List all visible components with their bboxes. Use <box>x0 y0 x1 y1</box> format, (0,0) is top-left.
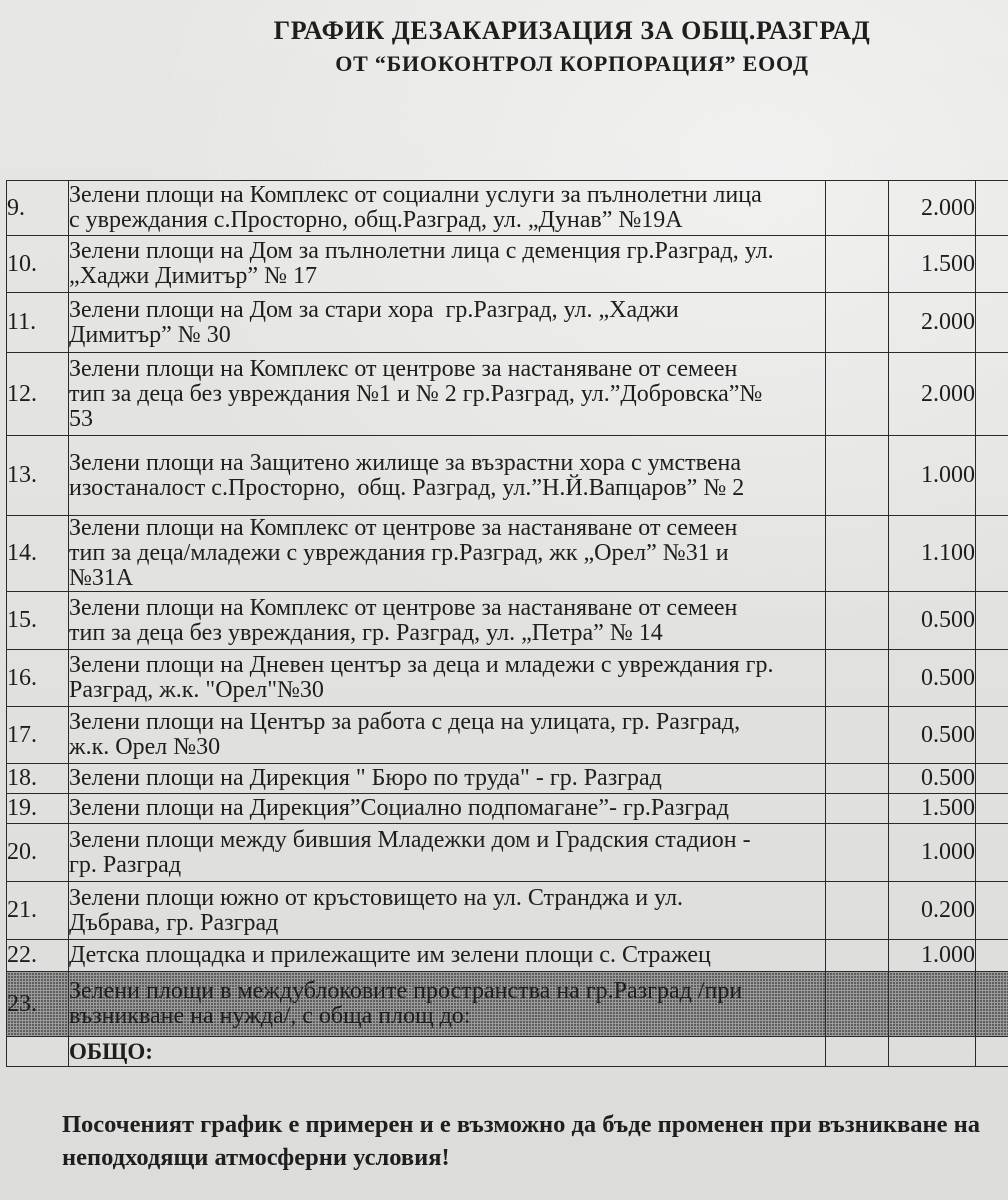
row-value: 2.000 <box>889 181 976 236</box>
row-description <box>69 592 826 650</box>
blank-cell <box>826 592 889 650</box>
description-line: тип за деца без увреждания №1 и № 2 гр.Разград, ул.”Добровска”№ <box>69 380 763 407</box>
row-description <box>69 650 826 707</box>
row-description <box>69 236 826 293</box>
row-number: 14. <box>7 516 69 592</box>
table-row <box>7 824 1008 882</box>
table-row <box>7 882 1008 940</box>
description-line: Зелени площи на Дирекция”Социално подпомагане”- гр.Разград <box>69 795 730 821</box>
table-row <box>7 794 1008 824</box>
row-description <box>69 940 826 972</box>
row-value: 1.500 <box>889 236 976 293</box>
row-number: 19. <box>7 794 69 824</box>
table-row <box>7 940 1008 972</box>
row-number: 21. <box>7 882 69 940</box>
blank-cell <box>826 972 889 1037</box>
table-row <box>7 707 1008 764</box>
total-row <box>7 1037 1008 1067</box>
row-number: 18. <box>7 764 69 794</box>
description-line: №31А <box>69 565 134 591</box>
table-row <box>7 181 1008 236</box>
extra-cell <box>976 436 1008 516</box>
blank-cell <box>826 882 889 940</box>
description-line: изостаналост с.Просторно, общ. Разград, ул.”Н.Й.Вапцаров” № 2 <box>69 474 745 501</box>
blank-cell <box>826 236 889 293</box>
description-line: тип за деца/младежи с увреждания гр.Разград, жк „Орел” №31 и <box>69 540 729 566</box>
row-value: 1.000 <box>889 824 976 882</box>
extra-cell <box>976 824 1008 882</box>
description-line: Зелени площи между бившия Младежки дом и Градския стадион - <box>69 826 751 853</box>
description-line: Димитър” № 30 <box>69 321 231 348</box>
description-line: гр. Разград <box>69 851 182 878</box>
row-value: 2.000 <box>889 293 976 353</box>
description-line: възникване на нужда/, с обща площ до: <box>69 1003 471 1029</box>
blank-cell <box>826 436 889 516</box>
description-line: Зелени площи на Център за работа с деца на улицата, гр. Разград, <box>69 709 741 735</box>
description-line: тип за деца без увреждания, гр. Разград, ул. „Петра” № 14 <box>69 619 663 646</box>
document-header <box>136 14 1008 80</box>
row-description <box>69 707 826 764</box>
footer-note: Посоченият график е примерен и е възможно да бъде променен при възникване на неподходящи атмосферни условия! <box>62 1111 980 1171</box>
extra-cell <box>976 293 1008 353</box>
row-value: 1.000 <box>889 940 976 972</box>
description-line: с увреждания с.Просторно, общ.Разград, ул. „Дунав” №19А <box>69 207 683 233</box>
extra-cell <box>976 650 1008 707</box>
table-row <box>7 293 1008 353</box>
row-value: 0.200 <box>889 882 976 940</box>
row-value: 2.000 <box>889 353 976 436</box>
description-line: Разград, ж.к. "Орел"№30 <box>69 677 324 703</box>
row-description <box>69 516 826 592</box>
blank-cell <box>826 940 889 972</box>
blank-cell <box>826 516 889 592</box>
description-line: Зелени площи на Комплекс от социални услуги за пълнолетни лица <box>69 182 762 208</box>
extra-cell <box>976 764 1008 794</box>
row-description <box>69 972 826 1037</box>
description-line: ж.к. Орел №30 <box>69 734 221 760</box>
row-value <box>889 972 976 1037</box>
blank-cell <box>826 794 889 824</box>
table-row <box>7 650 1008 707</box>
description-line: Зелени площи на Дом за стари хора гр.Разград, ул. „Хаджи <box>69 296 679 323</box>
description-line: Зелени площи на Комплекс от центрове за настаняване от семеен <box>69 515 738 541</box>
row-description <box>69 293 826 353</box>
schedule-table <box>6 180 1008 1067</box>
description-line: Зелени площи на Дирекция " Бюро по труда" - гр. Разград <box>69 765 662 791</box>
table-row <box>7 353 1008 436</box>
row-value: 0.500 <box>889 707 976 764</box>
extra-cell <box>976 707 1008 764</box>
description-line: Детска площадка и прилежащите им зелени площи с. Стражец <box>69 942 711 968</box>
row-value: 0.500 <box>889 650 976 707</box>
row-description <box>69 794 826 824</box>
row-number: 9. <box>7 181 69 236</box>
row-number: 16. <box>7 650 69 707</box>
extra-cell <box>976 1037 1008 1067</box>
row-number: 22. <box>7 940 69 972</box>
document-subtitle: ОТ “БИОКОНТРОЛ КОРПОРАЦИЯ” ЕООД <box>335 51 809 76</box>
table-row <box>7 436 1008 516</box>
row-description <box>69 882 826 940</box>
description-line: Зелени площи на Защитено жилище за възрастни хора с умствена <box>69 449 741 476</box>
blank-cell <box>826 707 889 764</box>
row-value: 0.500 <box>889 592 976 650</box>
blank-cell <box>826 824 889 882</box>
blank-cell <box>826 764 889 794</box>
blank-cell <box>826 1037 889 1067</box>
row-description <box>69 764 826 794</box>
extra-cell <box>976 353 1008 436</box>
table-row <box>7 764 1008 794</box>
description-line: „Хаджи Димитър” № 17 <box>69 263 317 289</box>
row-number: 11. <box>7 293 69 353</box>
description-line: Дъбрава, гр. Разград <box>69 909 279 936</box>
extra-cell <box>976 516 1008 592</box>
table-row <box>7 516 1008 592</box>
description-line: Зелени площи на Дом за пълнолетни лица с деменция гр.Разград, ул. <box>69 238 774 264</box>
row-description <box>69 181 826 236</box>
extra-cell <box>976 882 1008 940</box>
extra-cell <box>976 940 1008 972</box>
row-number: 23. <box>7 972 69 1037</box>
row-number <box>7 1037 69 1067</box>
table-row <box>7 972 1008 1037</box>
description-line: Зелени площи южно от кръстовището на ул. Странджа и ул. <box>69 884 684 911</box>
row-number: 13. <box>7 436 69 516</box>
row-description <box>69 824 826 882</box>
row-number: 12. <box>7 353 69 436</box>
blank-cell <box>826 293 889 353</box>
total-label: ОБЩО: <box>69 1037 826 1067</box>
extra-cell <box>976 236 1008 293</box>
description-line: 53 <box>69 405 93 432</box>
extra-cell <box>976 794 1008 824</box>
total-value <box>889 1037 976 1067</box>
description-line: Зелени площи на Дневен център за деца и младежи с увреждания гр. <box>69 652 774 678</box>
description-line: Зелени площи на Комплекс от центрове за настаняване от семеен <box>69 594 738 621</box>
row-number: 10. <box>7 236 69 293</box>
row-number: 20. <box>7 824 69 882</box>
table-row <box>7 592 1008 650</box>
extra-cell <box>976 972 1008 1037</box>
row-description <box>69 353 826 436</box>
row-value: 1.100 <box>889 516 976 592</box>
row-number: 15. <box>7 592 69 650</box>
document-title: ГРАФИК ДЕЗАКАРИЗАЦИЯ ЗА ОБЩ.РАЗГРАД <box>273 16 871 45</box>
row-value: 0.500 <box>889 764 976 794</box>
row-description <box>69 436 826 516</box>
blank-cell <box>826 181 889 236</box>
blank-cell <box>826 650 889 707</box>
table-row <box>7 236 1008 293</box>
description-line: Зелени площи на Комплекс от центрове за настаняване от семеен <box>69 355 738 382</box>
row-value: 1.000 <box>889 436 976 516</box>
blank-cell <box>826 353 889 436</box>
row-number: 17. <box>7 707 69 764</box>
extra-cell <box>976 181 1008 236</box>
table-body <box>7 181 1008 1067</box>
description-line: Зелени площи в междублоковите пространства на гр.Разград /при <box>69 978 743 1004</box>
extra-cell <box>976 592 1008 650</box>
row-value: 1.500 <box>889 794 976 824</box>
